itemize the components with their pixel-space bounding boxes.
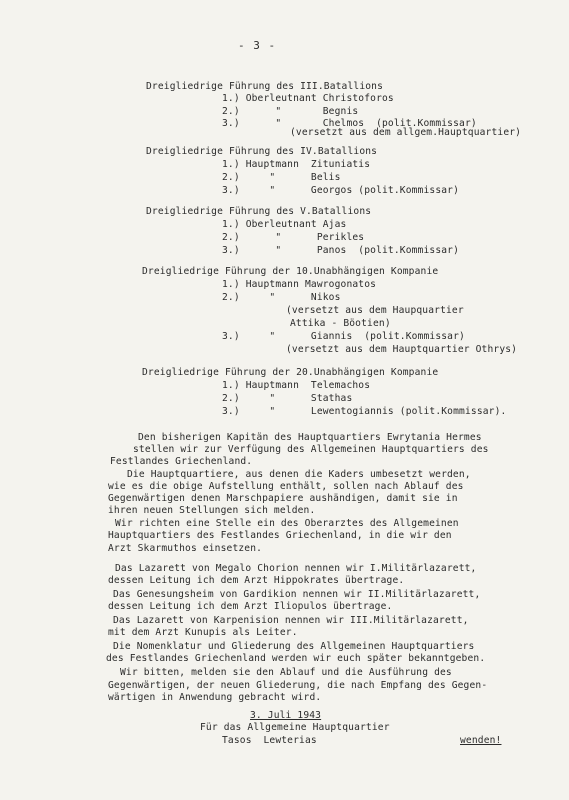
body-line: Festlandes Griechenland. <box>110 456 253 467</box>
section-line: 1.) Oberleutnant Christoforos <box>222 93 394 104</box>
body-line: Das Genesungsheim von Gardikion nennen wir II.Militärlazarett, <box>113 589 481 600</box>
body-line: dessen Leitung ich dem Arzt Hippokrates übertrage. <box>108 575 405 586</box>
section-line: 2.) " Belis <box>222 172 341 183</box>
document-date: 3. Juli 1943 <box>250 710 322 721</box>
body-line: wie es die obige Aufstellung enthält, sollen nach Ablauf des <box>108 481 464 492</box>
section-line: (versetzt aus dem Hauptquartier Othrys) <box>286 344 518 355</box>
body-line: mit dem Arzt Kunupis als Leiter. <box>108 627 298 638</box>
section-heading: Dreigliedrige Führung der 20.Unabhängigen Kompanie <box>142 367 439 378</box>
section-line: 3.) " Giannis (polit.Kommissar) <box>222 331 465 342</box>
body-line: Gegenwärtigen, der neuen Gliederung, die nach Empfang des Gegen- <box>108 680 488 691</box>
turn-over-note: wenden! <box>460 735 502 746</box>
section-line: (versetzt aus dem Haupquartier <box>286 305 464 316</box>
body-line: stellen wir zur Verfügung des Allgemeinen Hauptquartiers des <box>133 444 489 455</box>
section-heading: Dreigliedrige Führung des V.Batallions <box>146 206 372 217</box>
signature-line: Für das Allgemeine Hauptquartier <box>200 722 390 733</box>
section-line: 1.) Hauptmann Mawrogonatos <box>222 279 377 290</box>
section-line: 2.) " Perikles <box>222 232 365 243</box>
section-heading: Dreigliedrige Führung des IV.Batallions <box>146 146 378 157</box>
section-line: 3.) " Lewentogiannis (polit.Kommissar). <box>222 406 507 417</box>
body-line: Gegenwärtigen denen Marschpapiere aushändigen, damit sie in <box>108 493 458 504</box>
body-line: Hauptquartiers des Festlandes Griechenland, in die wir den <box>108 530 452 541</box>
section-line: (versetzt aus dem allgem.Hauptquartier) <box>290 127 522 138</box>
body-line: des Festlandes Griechenland werden wir euch später bekanntgeben. <box>106 653 486 664</box>
section-line: 2.) " Begnis <box>222 106 359 117</box>
section-heading: Dreigliedrige Führung des III.Batallions <box>146 81 384 92</box>
signatory-name: Tasos Lewterias <box>222 735 317 746</box>
body-line: Die Nomenklatur und Gliederung des Allgemeinen Hauptquartiers <box>113 641 475 652</box>
section-line: 3.) " Georgos (polit.Kommissar) <box>222 185 460 196</box>
body-line: dessen Leitung ich dem Arzt Iliopulos übertrage. <box>108 601 393 612</box>
body-line: ihren neuen Stellungen sich melden. <box>108 505 316 516</box>
section-line: 1.) Hauptmann Zituniatis <box>222 159 371 170</box>
body-line: Wir richten eine Stelle ein des Oberarztes des Allgemeinen <box>115 518 459 529</box>
section-line: 1.) Hauptmann Telemachos <box>222 380 371 391</box>
section-line: 3.) " Chelmos (polit.Kommissar) <box>222 118 477 129</box>
body-line: Arzt Skarmuthos einsetzen. <box>108 543 263 554</box>
section-line: 2.) " Stathas <box>222 393 353 404</box>
page-number: - 3 - <box>238 39 277 52</box>
section-line: 1.) Oberleutnant Ajas <box>222 219 347 230</box>
section-line: 2.) " Nikos <box>222 292 341 303</box>
body-line: Das Lazarett von Megalo Chorion nennen wir I.Militärlazarett, <box>115 563 477 574</box>
body-line: Den bisherigen Kapitän des Hauptquartiers Ewrytania Hermes <box>138 432 482 443</box>
section-line: 3.) " Panos (polit.Kommissar) <box>222 245 460 256</box>
section-line: Attika - Böotien) <box>290 318 391 329</box>
body-line: wärtigen in Anwendung gebracht wird. <box>108 692 322 703</box>
section-heading: Dreigliedrige Führung der 10.Unabhängigen Kompanie <box>142 266 439 277</box>
body-line: Die Hauptquartiere, aus denen die Kaders umbesetzt werden, <box>127 469 471 480</box>
body-line: Wir bitten, melden sie den Ablauf und die Ausführung des <box>120 667 452 678</box>
body-line: Das Lazarett von Karpenision nennen wir III.Militärlazarett, <box>113 615 469 626</box>
